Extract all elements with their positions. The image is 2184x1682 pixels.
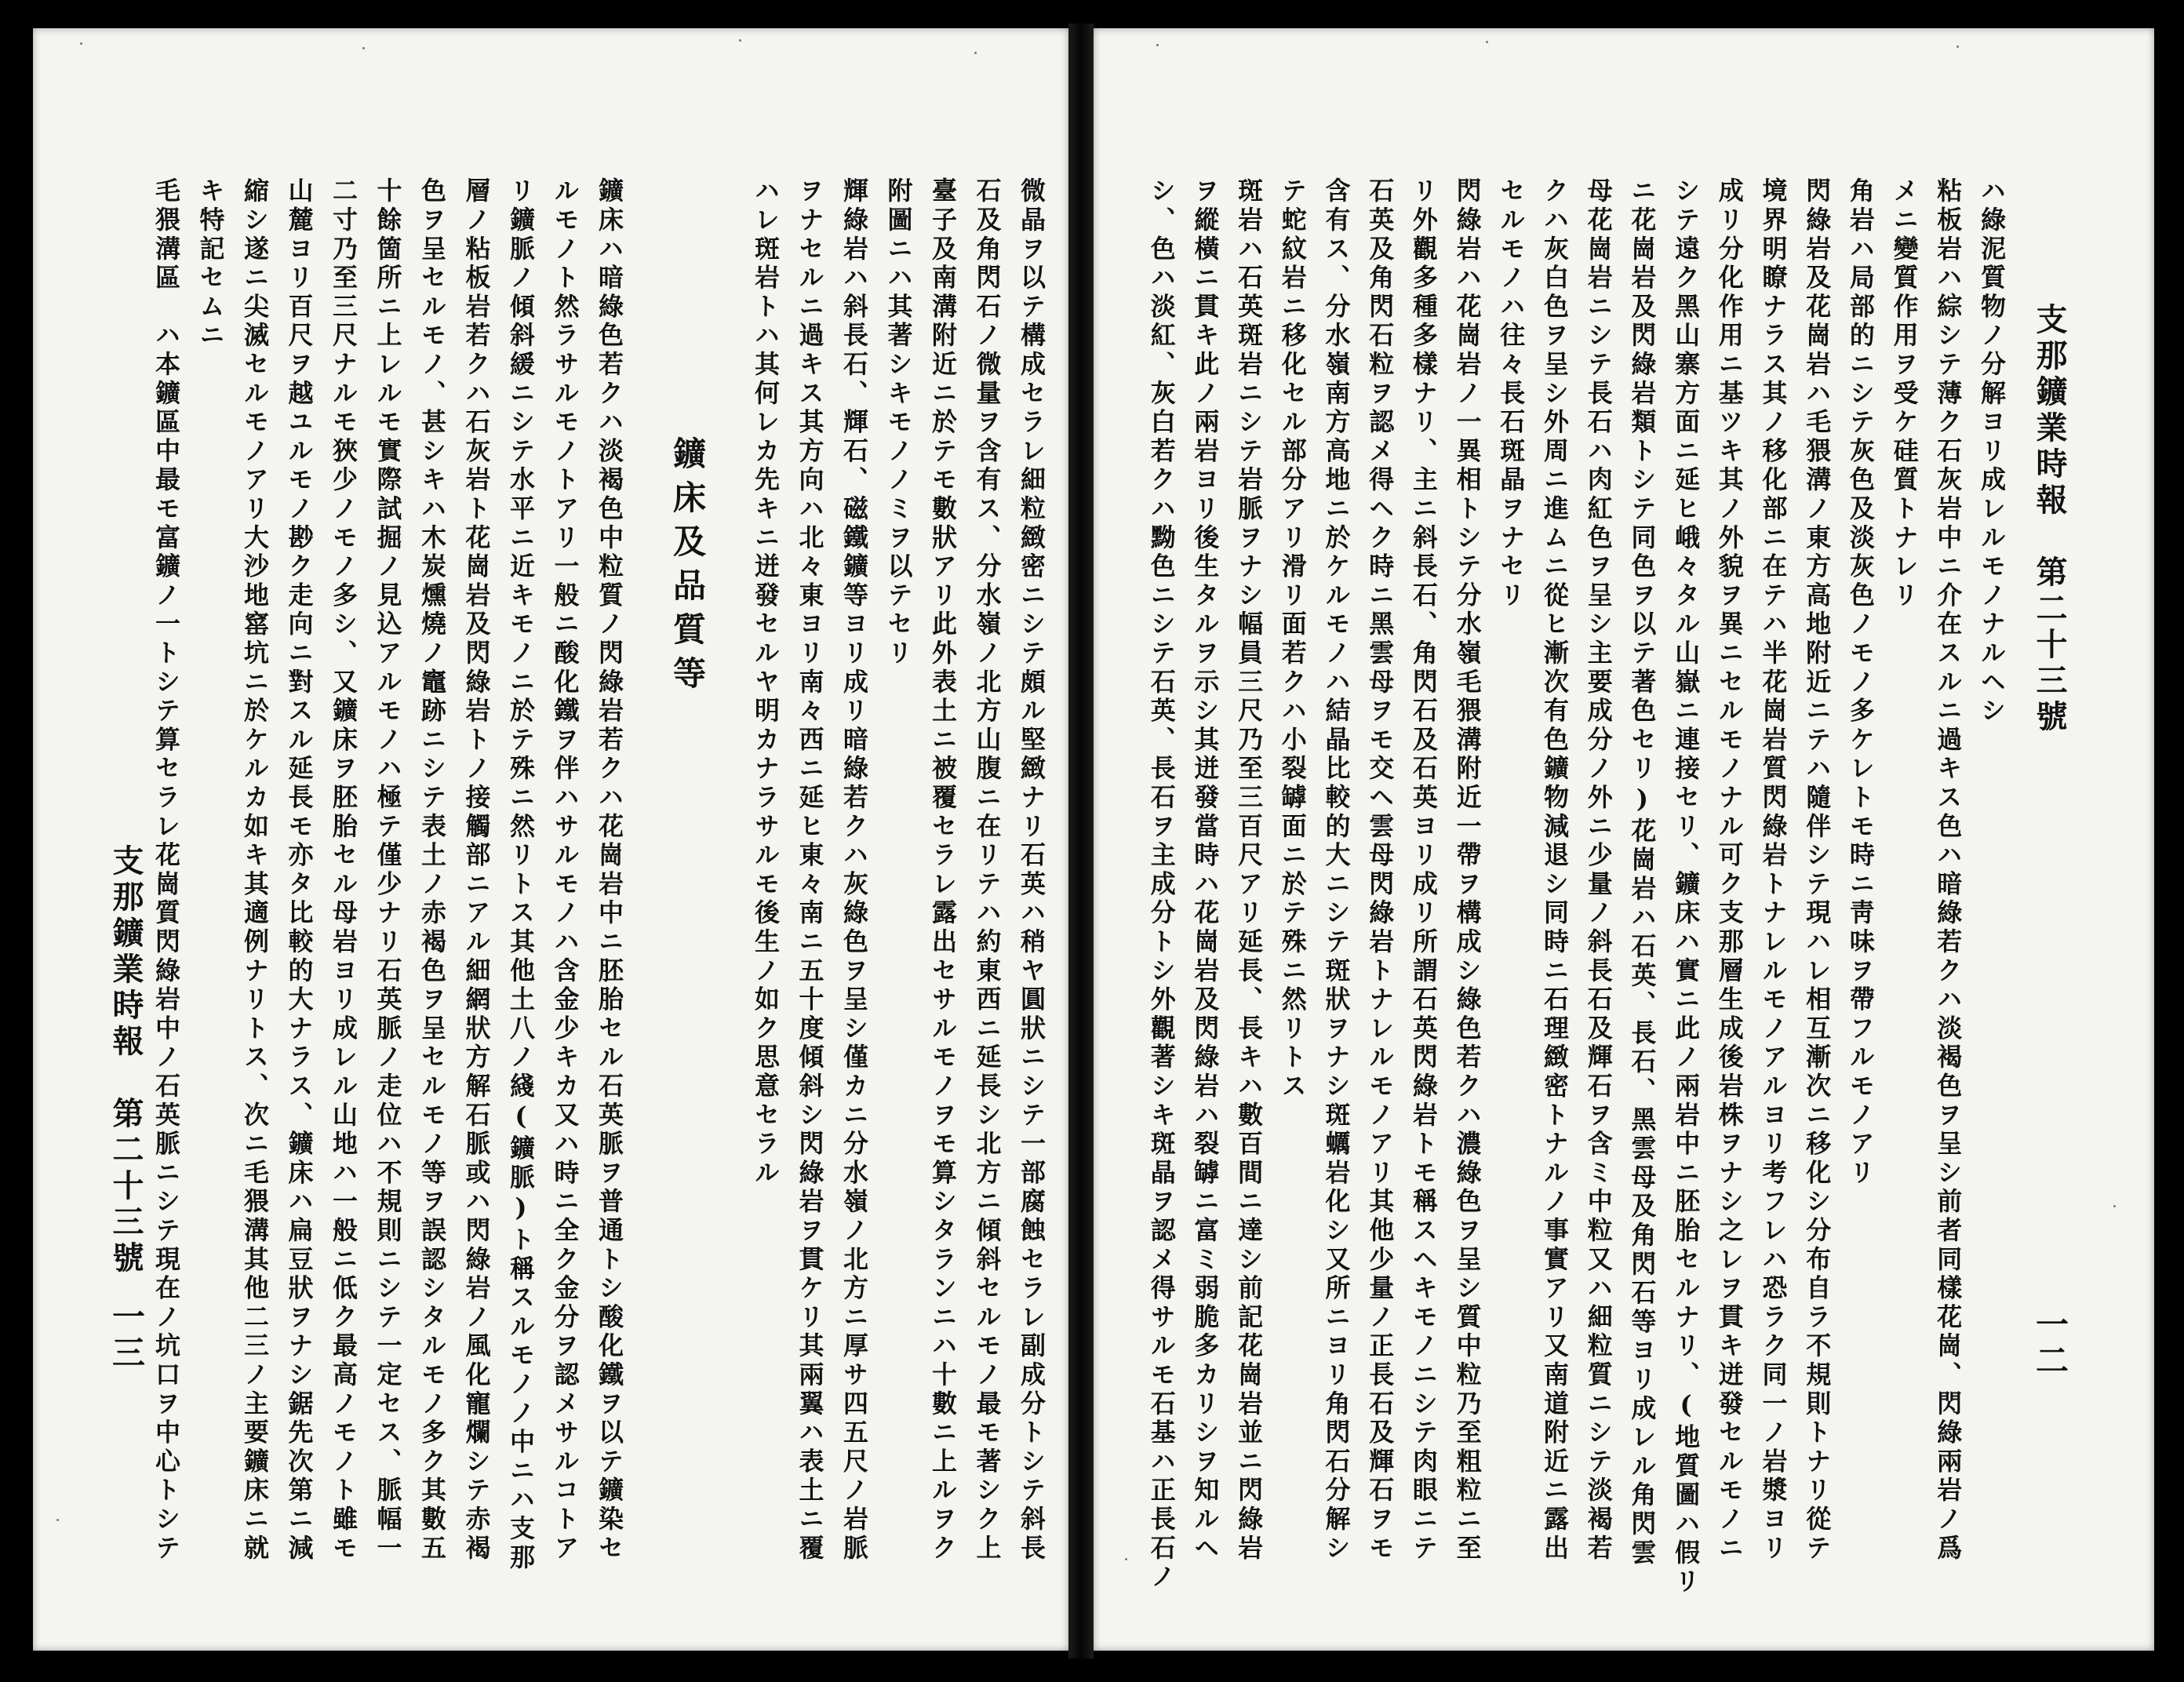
text-line: ヲ縱橫ニ貫キ此ノ兩岩ヨリ後生タルヲ示シ其迸發當時ハ花崗岩及閃綠岩ハ裂罅ニ富ミ弱脆多カリシヲ知ルヘ [1190,177,1221,1564]
text-line: 色ヲ呈セルモノ、甚シキハ木炭燻燒ノ竈跡ニシテ表土ノ赤褐色ヲ呈セルモノ等ヲ誤認シタルモノ多ク其數五 [417,177,447,1564]
text-line: 角岩ハ局部的ニシテ灰色及淡灰色ノモノ多ケレトモ時ニ靑味ヲ帶フルモノアリ [1845,177,1876,1188]
text-line: 毛猥溝區 ハ本鑛區中最モ富鑛ノ一トシテ算セラレ花崗質閃綠岩中ノ石英脈ニシテ現在ノ坑口ヲ中心トシテ [151,177,181,1564]
text-line: 臺子及南溝附近ニ於テモ數狀アリ此外表土ニ被覆セラレ露出セサルモノヲモ算シタランニハ十數ニ上ルヲク [928,177,958,1564]
paper-speck [362,47,365,49]
paper-speck [56,1519,59,1521]
right-page [1094,28,2154,1651]
text-line: 閃綠岩及花崗岩ハ毛猥溝ノ東方高地附近ニテハ隨伴シテ現ハレ相互漸次ニ移化シ分布自ラ不規則トナリ從テ [1802,177,1833,1564]
left-page [33,28,1068,1651]
text-line: 成リ分化作用ニ基ツキ其ノ外貌ヲ異ニセルモノナル可ク支那層生成後岩株ヲナシ之レヲ貫キ迸發セルモノニ [1714,177,1745,1564]
text-line: 二寸乃至三尺ナルモ狹少ノモノ多シ、又鑛床ヲ胚胎セル母岩ヨリ成レル山地ハ一般ニ低ク最高ノモノト雖モ [329,177,359,1564]
text-line: 附圖ニハ其著シキモノノミヲ以テセリ [883,177,914,668]
text-line: 含有ス、分水嶺南方高地ニ於ケルモノハ結晶比較的大ニシテ斑狀ヲナシ斑蠣岩化シ又所ニヨリ角閃石分解シ [1321,177,1352,1564]
text-line: ニ花崗岩及閃綠岩類トシテ同色ヲ以テ著色セリ)花崗岩ハ石英、長石、黑雲母及角閃石等ヨリ成レル角閃雲 [1627,177,1658,1568]
text-line: 縮シ遂ニ尖滅セルモノアリ大沙地窰坑ニ於ケルカ如キ其適例ナリトス、次ニ毛猥溝其他二三ノ主要鑛床ニ就 [240,177,270,1564]
right-page-number: 一二 [2031,1307,2069,1379]
text-line: ハレ斑岩トハ其何レカ先キニ迸發セルヤ明カナラサルモ後生ノ如ク思意セラル [751,177,781,1188]
text-line: リ鑛脈ノ傾斜緩ニシテ水平ニ近キモノニ於テ殊ニ然リトス其他土八ノ綫(鑛脈)ト稱スルモノノ中ニハ支那 [506,177,536,1573]
paper-speck [739,39,741,42]
text-line: メニ變質作用ヲ受ケ硅質トナレリ [1889,177,1920,610]
paper-speck [1486,41,1488,43]
paper-speck [1156,44,1159,46]
text-line: 十餘箇所ニ上レルモ實際試掘ノ見込アルモノハ極テ僅少ナリ石英脈ノ走位ハ不規則ニシテ一定セス、脈幅一 [373,177,403,1564]
text-line: テ蛇紋岩ニ移化セル部分アリ滑リ面若クハ小裂罅面ニ於テ殊ニ然リトス [1277,177,1308,1101]
paper-speck [1125,1558,1127,1560]
paper-speck [974,52,977,54]
paper-speck [2113,1205,2116,1207]
text-line: 層ノ粘板岩若クハ石灰岩ト花崗岩及閃綠岩トノ接觸部ニアル細網狀方解石脈或ハ閃綠岩ノ風化寵爛シテ赤褐 [461,177,492,1564]
text-line: 粘板岩ハ綜シテ薄ク石灰岩中ニ介在スルニ過キス色ハ暗綠若クハ淡褐色ヲ呈シ前者同樣花崗、閃綠兩岩ノ爲 [1933,177,1964,1564]
left-running-head: 支那鑛業時報 第二十三號 [107,844,144,1277]
text-line: ハ綠泥質物ノ分解ヨリ成レルモノナルヘシ [1977,177,2007,726]
text-line: ルモノト然ラサルモノトアリ一般ニ酸化鐵ヲ伴ハサルモノハ含金少キカ又ハ時ニ全ク金分ヲ認メサルコトア [550,177,581,1564]
text-line: 境界明瞭ナラス其ノ移化部ニ在テハ半花崗岩質閃綠岩トナレルモノアルヨリ考フレハ恐ラク同一ノ岩漿ヨリ [1758,177,1789,1564]
paper-speck [80,42,82,45]
text-line: クハ灰白色ヲ呈シ外周ニ進ムニ從ヒ漸次有色鑛物減退シ同時ニ石理緻密トナルノ事實アリ又南道附近ニ露出 [1540,177,1570,1564]
text-line: 石英及角閃石粒ヲ認メ得ヘク時ニ黑雲母ヲモ交ヘ雲母閃綠岩トナレルモノアリ其他少量ノ正長石及輝石ヲモ [1365,177,1396,1564]
text-line: セルモノハ往々長石斑晶ヲナセリ [1496,177,1527,610]
book-gutter [1068,24,1094,1658]
text-line: キ特記セムニ [195,177,226,351]
text-line: 斑岩ハ石英斑岩ニシテ岩脈ヲナシ幅員三尺乃至三百尺アリ延長、長キハ數百間ニ達シ前記花崗岩並ニ閃綠岩 [1234,177,1265,1564]
paper-speck [1956,46,1959,48]
text-line: 山麓ヨリ百尺ヲ越ユルモノ尠ク走向ニ對スル延長モ亦タ比較的大ナラス、鑛床ハ扁豆狀ヲナシ鋸先次第ニ減 [284,177,315,1564]
left-page-number: 一三 [107,1299,146,1371]
text-line: 石及角閃石ノ微量ヲ含有ス、分水嶺ノ北方山腹ニ在リテハ約東西ニ延長シ北方ニ傾斜セルモノ最モ著シク上 [972,177,1003,1564]
section-heading: 鑛床及品質等 [668,436,707,700]
text-line: 母花崗岩ニシテ長石ハ肉紅色ヲ呈シ主要成分ノ外ニ少量ノ斜長石及輝石ヲ含ミ中粒又ハ細粒質ニシテ淡褐若 [1583,177,1614,1564]
text-line: 微晶ヲ以テ構成セラレ細粒緻密ニシテ頗ル堅緻ナリ石英ハ稍ヤ圓狀ニシテ一部腐蝕セラレ副成分トシテ斜長 [1017,177,1046,1564]
text-line: ヲナセルニ過キス其方向ハ北々東ヨリ南々西ニ延ヒ東々南ニ五十度傾斜シ閃綠岩ヲ貫ケリ其兩翼ハ表土ニ覆 [795,177,825,1564]
text-line: 閃綠岩ハ花崗岩ノ一異相トシテ分水嶺毛猥溝附近一帶ヲ構成シ綠色若クハ濃綠色ヲ呈シ質中粒乃至粗粒ニ至 [1452,177,1483,1564]
text-line: リ外觀多種多樣ナリ、主ニ斜長石、角閃石及石英ヨリ成リ所謂石英閃綠岩トモ稱スヘキモノニシテ肉眼ニテ [1408,177,1439,1564]
text-line: シテ遠ク黑山寨方面ニ延ヒ峨々タル山嶽ニ連接セリ、鑛床ハ實ニ此ノ兩岩中ニ胚胎セルナリ、(地質圖ハ假リ [1671,177,1702,1597]
text-line: シ、色ハ淡紅、灰白若クハ黝色ニシテ石英、長石ヲ主成分トシ外觀著シキ斑晶ヲ認メ得サルモ石基ハ正長石ノ [1146,177,1177,1593]
right-running-head: 支那鑛業時報 第二十三號 [2031,303,2068,736]
text-line: 輝綠岩ハ斜長石、輝石、磁鐵鑛等ヨリ成リ暗綠若クハ灰綠色ヲ呈シ僅カニ分水嶺ノ北方ニ厚サ四五尺ノ岩脈 [839,177,869,1564]
text-line: 鑛床ハ暗綠色若クハ淡褐色中粒質ノ閃綠岩若クハ花崗岩中ニ胚胎セル石英脈ヲ普通トシ酸化鐵ヲ以テ鑛染セ [595,177,624,1564]
